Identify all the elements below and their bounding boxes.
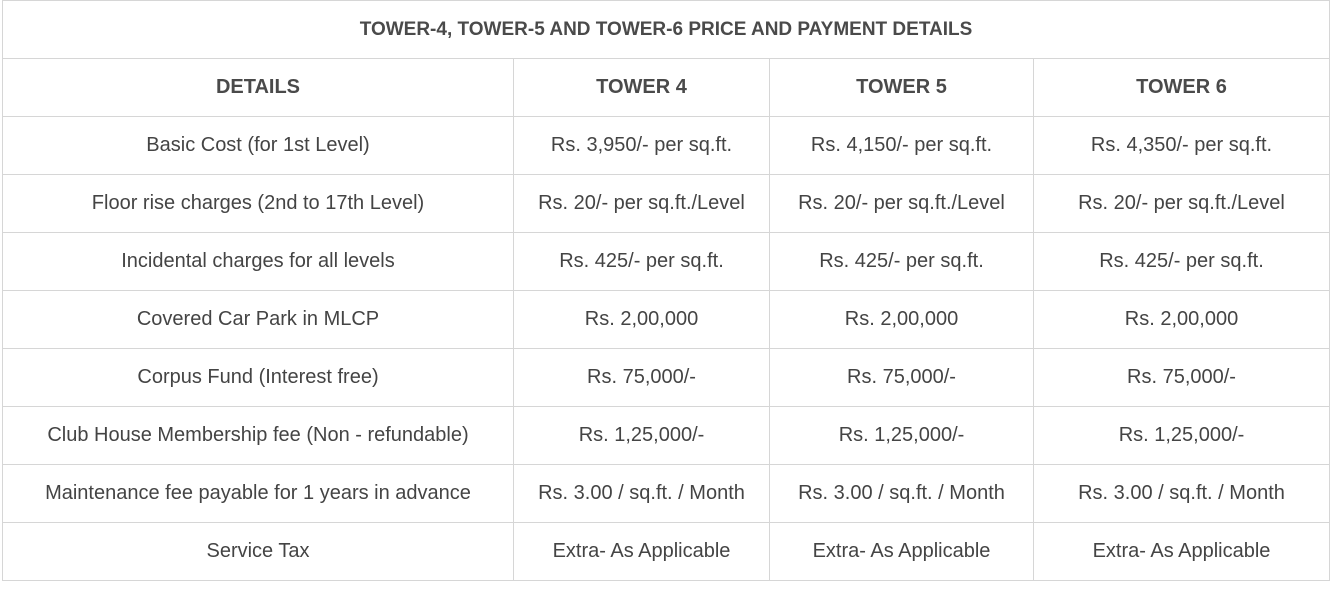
cell-tower-5: Rs. 425/- per sq.ft. <box>770 233 1034 291</box>
cell-tower-5: Rs. 75,000/- <box>770 349 1034 407</box>
table-title-row <box>3 1 1330 59</box>
row-label: Incidental charges for all levels <box>3 233 514 291</box>
table-row <box>3 523 1330 581</box>
cell-tower-4: Rs. 3.00 / sq.ft. / Month <box>514 465 770 523</box>
cell-tower-6: Rs. 4,350/- per sq.ft. <box>1034 117 1330 175</box>
table-row <box>3 465 1330 523</box>
table-header-row <box>3 59 1330 117</box>
cell-tower-6: Rs. 425/- per sq.ft. <box>1034 233 1330 291</box>
cell-tower-4: Rs. 425/- per sq.ft. <box>514 233 770 291</box>
row-label: Club House Membership fee (Non - refundable) <box>3 407 514 465</box>
cell-tower-5: Extra- As Applicable <box>770 523 1034 581</box>
cell-tower-5: Rs. 1,25,000/- <box>770 407 1034 465</box>
cell-tower-4: Extra- As Applicable <box>514 523 770 581</box>
cell-tower-6: Rs. 1,25,000/- <box>1034 407 1330 465</box>
cell-tower-4: Rs. 1,25,000/- <box>514 407 770 465</box>
price-details-table <box>2 0 1330 581</box>
table-title: TOWER-4, TOWER-5 AND TOWER-6 PRICE AND PAYMENT DETAILS <box>3 1 1330 59</box>
table-row <box>3 291 1330 349</box>
row-label: Service Tax <box>3 523 514 581</box>
cell-tower-4: Rs. 75,000/- <box>514 349 770 407</box>
column-header-tower-4: TOWER 4 <box>514 59 770 117</box>
cell-tower-4: Rs. 2,00,000 <box>514 291 770 349</box>
column-header-details: DETAILS <box>3 59 514 117</box>
row-label: Maintenance fee payable for 1 years in advance <box>3 465 514 523</box>
column-header-tower-5: TOWER 5 <box>770 59 1034 117</box>
cell-tower-5: Rs. 3.00 / sq.ft. / Month <box>770 465 1034 523</box>
column-header-tower-6: TOWER 6 <box>1034 59 1330 117</box>
cell-tower-5: Rs. 2,00,000 <box>770 291 1034 349</box>
row-label: Covered Car Park in MLCP <box>3 291 514 349</box>
table-row <box>3 407 1330 465</box>
table-row <box>3 349 1330 407</box>
cell-tower-6: Rs. 3.00 / sq.ft. / Month <box>1034 465 1330 523</box>
cell-tower-6: Rs. 2,00,000 <box>1034 291 1330 349</box>
row-label: Floor rise charges (2nd to 17th Level) <box>3 175 514 233</box>
cell-tower-5: Rs. 4,150/- per sq.ft. <box>770 117 1034 175</box>
row-label: Corpus Fund (Interest free) <box>3 349 514 407</box>
cell-tower-6: Extra- As Applicable <box>1034 523 1330 581</box>
cell-tower-5: Rs. 20/- per sq.ft./Level <box>770 175 1034 233</box>
table-row <box>3 117 1330 175</box>
table-row <box>3 175 1330 233</box>
row-label: Basic Cost (for 1st Level) <box>3 117 514 175</box>
cell-tower-6: Rs. 20/- per sq.ft./Level <box>1034 175 1330 233</box>
table-row <box>3 233 1330 291</box>
cell-tower-4: Rs. 20/- per sq.ft./Level <box>514 175 770 233</box>
cell-tower-6: Rs. 75,000/- <box>1034 349 1330 407</box>
cell-tower-4: Rs. 3,950/- per sq.ft. <box>514 117 770 175</box>
